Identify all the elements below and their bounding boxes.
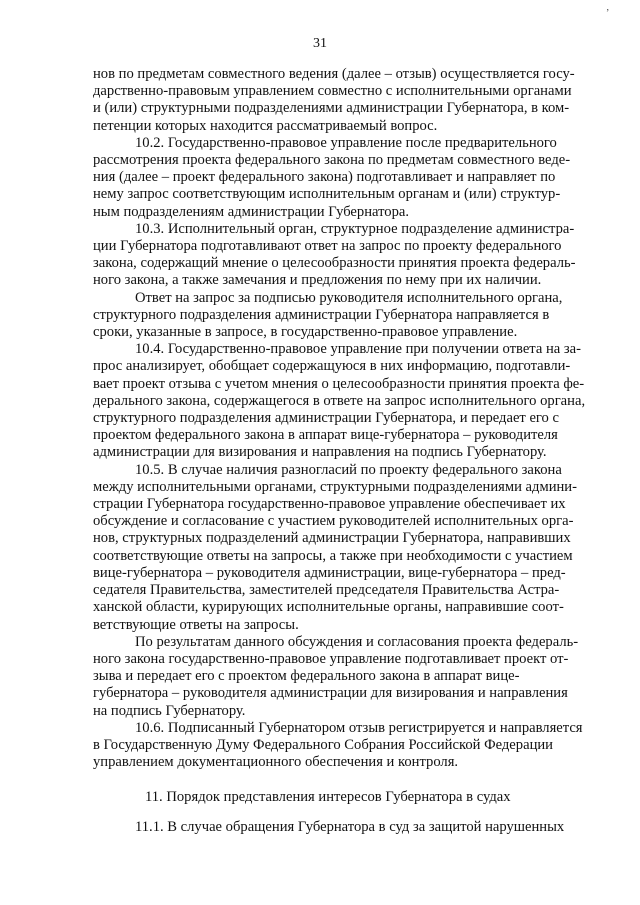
text-line: на подпись Губернатору. (93, 702, 246, 719)
section-heading: 11. Порядок представления интересов Губернатора в судах (145, 789, 511, 806)
text-line: ного закона государственно-правовое управление подготавливает проект от- (93, 650, 569, 667)
text-line: ным подразделениям администрации Губернатора. (93, 203, 410, 220)
text-line: зыва и передает его с проектом федерального закона в аппарат вице- (93, 668, 520, 685)
text-line: вице-губернатора – руководителя администрации, вице-губернатора – пред- (93, 564, 566, 581)
text-line: страции Губернатора государственно-правовое управление обеспечивает их (93, 496, 566, 513)
text-line: ветствующие ответы на запросы. (93, 616, 299, 633)
text-line: ции Губернатора подготавливают ответ на запрос по проекту федерального (93, 238, 562, 255)
text-line: 10.5. В случае наличия разногласий по проекту федерального закона (135, 461, 562, 478)
paragraph-lines (93, 66, 606, 771)
text-line: нему запрос соответствующим исполнительным органам и (или) структур- (93, 186, 561, 203)
text-line: и (или) структурными подразделениями администрации Губернатора, в ком- (93, 100, 570, 117)
text-line: 11.1. В случае обращения Губернатора в суд за защитой нарушенных (135, 818, 565, 835)
text-line: вает проект отзыва с учетом мнения о целесообразности принятия проекта фе- (93, 375, 585, 392)
text-line: петенции которых находится рассматриваемый вопрос. (93, 117, 438, 134)
text-line: нов по предметам совместного ведения (далее – отзыв) осуществляется госу- (93, 66, 575, 82)
text-line: обсуждение и согласование с участием руководителей исполнительных орга- (93, 513, 574, 530)
text-line: рассмотрения проекта федерального закона по предметам совместного веде- (93, 152, 571, 169)
text-line: ного закона, а также замечания и предложения по нему при их наличии. (93, 272, 542, 289)
text-line: управлением документационного обеспечения и контроля. (93, 754, 459, 771)
text-line: между исполнительными органами, структурными подразделениями админи- (93, 478, 577, 495)
text-line: По результатам данного обсуждения и согласования проекта федераль- (135, 633, 579, 650)
text-line: в Государственную Думу Федерального Собрания Российской Федерации (93, 736, 553, 753)
text-line: структурного подразделения администрации Губернатора направляется в (93, 306, 550, 323)
corner-mark: ʼ (606, 8, 610, 19)
text-line: нов, структурных подразделений администрации Губернатора, направивших (93, 530, 571, 547)
text-line: дарственно-правовым управлением совместно с исполнительными органами (93, 83, 572, 100)
text-line: губернатора – руководителя администрации для визирования и направления (93, 685, 568, 702)
section-gap (93, 771, 606, 789)
text-line: проектом федерального закона в аппарат вице-губернатора – руководителя (93, 427, 558, 444)
text-line: сроки, указанные в запросе, в государственно-правовое управление. (93, 324, 518, 341)
text-line: 10.3. Исполнительный орган, структурное подразделение администра- (135, 220, 575, 237)
text-line: ханской области, курирующих исполнительные органы, направившие соот- (93, 599, 564, 616)
text-line: закона, содержащий мнение о целесообразности принятия проекта федераль- (93, 255, 576, 272)
document-body (93, 66, 606, 836)
text-line: прос анализирует, обобщает содержащуюся в них информацию, подготавли- (93, 358, 571, 375)
heading-gap (93, 807, 606, 819)
page-number: 31 (313, 36, 327, 51)
text-line: 10.4. Государственно-правовое управление при получении ответа на за- (135, 341, 582, 358)
text-line: седателя Правительства, заместителей председателя Правительства Астра- (93, 582, 560, 599)
text-line: структурного подразделения администрации Губернатора, и передает его с (93, 410, 559, 427)
text-line: 10.6. Подписанный Губернатором отзыв регистрируется и направляется (135, 719, 583, 736)
text-line: дерального закона, содержащегося в ответе на запрос исполнительного органа, (93, 392, 586, 409)
text-line: 10.2. Государственно-правовое управление после предварительного (135, 134, 557, 151)
text-line: соответствующие ответы на запросы, а также при необходимости с участием (93, 547, 573, 564)
text-line: Ответ на запрос за подписью руководителя исполнительного органа, (135, 289, 563, 306)
text-line: ния (далее – проект федерального закона) подготавливает и направляет по (93, 169, 556, 186)
text-line: администрации для визирования и направления на подпись Губернатору. (93, 444, 547, 461)
